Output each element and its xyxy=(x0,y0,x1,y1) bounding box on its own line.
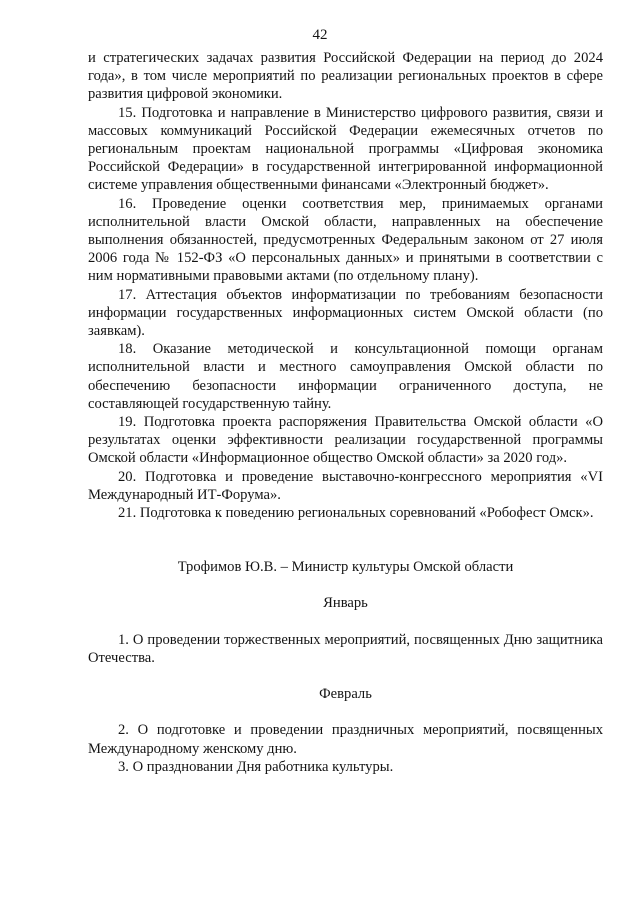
spacer xyxy=(88,576,603,594)
paragraph-item-21: 21. Подготовка к поведению региональных соревнований «Робофест Омск». xyxy=(118,505,594,522)
document-body xyxy=(88,49,603,776)
spacer xyxy=(88,613,603,631)
list-item-january-1: 1. О проведении торжественных мероприятий, посвященных Дню защитника Отечества. xyxy=(88,631,603,666)
list-item-february-2: 2. О подготовке и проведении праздничных мероприятий, посвященных Международному женскому дню. xyxy=(88,722,603,757)
paragraph-item-15: 15. Подготовка и направление в Министерство цифрового развития, связи и массовых коммуникаций Российской Федерации ежемесячных отчетов по региональным проектам национальной программы «Цифровая экономика Российской Федерации» в государственной интегрированной информационной системе управления общественными финансами «Электронный бюджет». xyxy=(88,104,603,194)
paragraph-item-17: 17. Аттестация объектов информатизации по требованиям безопасности информации государственных информационных систем Омской области (по заявкам). xyxy=(88,286,603,340)
paragraph-item-19: 19. Подготовка проекта распоряжения Правительства Омской области «О результатах оценки эффективности реализации государственной программы Омской области «Информационное общество Омской области» за 2020 год». xyxy=(88,414,603,467)
section-title: Трофимов Ю.В. – Министр культуры Омской области xyxy=(177,559,514,576)
list-item-february-3: 3. О праздновании Дня работника культуры. xyxy=(118,758,394,775)
paragraph-item-20: 20. Подготовка и проведение выставочно-конгрессного мероприятия «VI Международный ИТ-Форума». xyxy=(88,468,603,503)
paragraph-item-16: 16. Проведение оценки соответствия мер, принимаемых органами исполнительной власти Омской области, направленных на обеспечение выполнения обязанностей, предусмотренных Федеральным законом от 27 июля 2006 года № 152-ФЗ «О персональных данных» и принятыми в соответствии с ним нормативными правовыми актами (по отдельному плану). xyxy=(88,195,603,285)
spacer xyxy=(88,703,603,721)
spacer xyxy=(88,522,603,558)
month-heading-february: Февраль xyxy=(319,686,372,703)
page-number: 42 xyxy=(312,27,328,43)
paragraph-item-18: 18. Оказание методической и консультационной помощи органам исполнительной власти и местного самоуправления Омской области по обеспечению безопасности информации ограниченного доступа, не составляющей государственную тайну. xyxy=(88,341,603,412)
month-heading-january: Январь xyxy=(323,595,368,612)
spacer xyxy=(88,667,603,685)
paragraph-continuation: и стратегических задачах развития Российской Федерации на период до 2024 года», в том числе мероприятий по реализации региональных проектов в сфере развития цифровой экономики. xyxy=(88,50,603,103)
